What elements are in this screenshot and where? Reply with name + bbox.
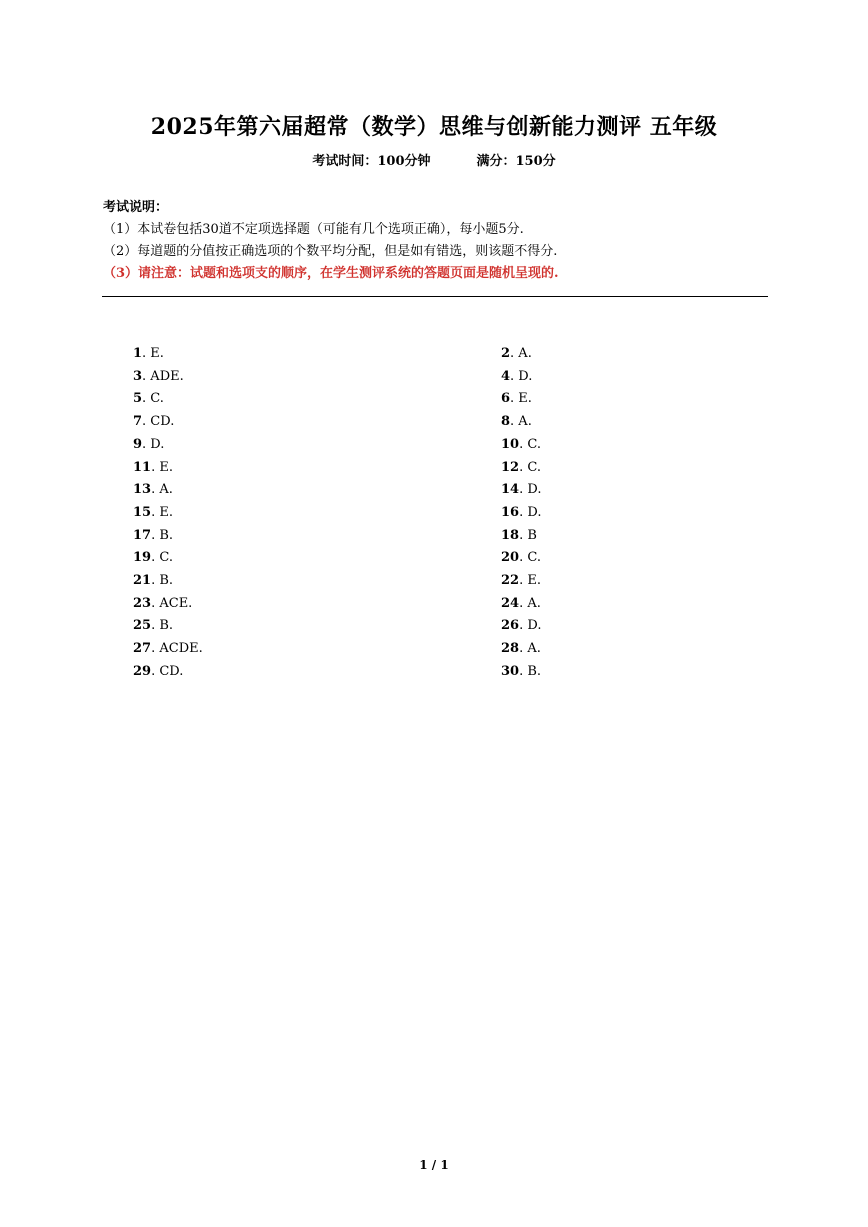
answer-item bbox=[133, 525, 173, 547]
answer-item bbox=[501, 547, 541, 569]
question-number: 18 bbox=[501, 527, 520, 543]
answer-choice: . ACE. bbox=[151, 595, 193, 611]
divider bbox=[102, 296, 768, 297]
answer-choice: . C. bbox=[142, 391, 164, 407]
answer-item bbox=[501, 411, 532, 433]
exam-time: 考试时间：100分钟 bbox=[312, 154, 431, 169]
question-number: 4 bbox=[501, 368, 511, 384]
answer-item bbox=[133, 615, 173, 637]
answer-choice: . B. bbox=[151, 527, 174, 543]
question-number: 21 bbox=[133, 573, 152, 588]
question-number: 26 bbox=[501, 618, 520, 634]
instructions-heading: 考试说明： bbox=[103, 200, 169, 215]
answer-item bbox=[501, 638, 541, 660]
page-title: 2025年第六届超常（数学）思维与创新能力测评 五年级 bbox=[150, 114, 718, 140]
answer-item bbox=[133, 411, 174, 433]
question-number: 5 bbox=[133, 391, 143, 407]
answer-item bbox=[133, 593, 192, 615]
answer-item bbox=[133, 366, 184, 388]
question-number: 20 bbox=[501, 550, 520, 566]
answer-item bbox=[501, 593, 541, 615]
question-number: 28 bbox=[501, 641, 520, 657]
page-number: 1 / 1 bbox=[419, 1158, 449, 1172]
question-number: 24 bbox=[501, 595, 520, 611]
question-number: 16 bbox=[501, 504, 520, 520]
answer-choice: . D. bbox=[142, 436, 165, 452]
answer-choice: . ACDE. bbox=[151, 641, 203, 657]
answer-choice: . ADE. bbox=[142, 368, 184, 384]
question-number: 3 bbox=[133, 368, 143, 384]
answer-choice: . CD. bbox=[151, 663, 184, 679]
answer-item bbox=[501, 343, 532, 365]
answer-item bbox=[501, 366, 532, 388]
full-score: 满分：150分 bbox=[476, 154, 556, 169]
answer-item bbox=[501, 388, 532, 410]
question-number: 29 bbox=[133, 663, 152, 679]
question-number: 27 bbox=[133, 641, 152, 657]
exam-meta bbox=[0, 150, 868, 169]
answer-choice: . B bbox=[519, 527, 537, 543]
question-number: 15 bbox=[133, 504, 152, 520]
answer-choice: . E. bbox=[151, 504, 173, 520]
question-number: 10 bbox=[501, 436, 520, 452]
question-number: 9 bbox=[133, 436, 143, 452]
answer-choice: . A. bbox=[510, 414, 532, 430]
instructions bbox=[103, 196, 768, 285]
answer-choice: . B. bbox=[151, 618, 174, 634]
answer-choice: . A. bbox=[151, 482, 173, 498]
question-number: 17 bbox=[133, 527, 152, 543]
question-number: 6 bbox=[501, 391, 511, 407]
answer-item bbox=[133, 388, 164, 410]
question-number: 19 bbox=[133, 550, 152, 566]
answer-choice: . A. bbox=[519, 641, 541, 657]
answer-item bbox=[501, 457, 541, 479]
answer-item bbox=[133, 457, 173, 479]
answer-item bbox=[133, 479, 173, 501]
instruction-item: （1）本试卷包括30道不定项选择题（可能有几个选项正确），每小题5分. bbox=[103, 222, 524, 237]
answer-choice: . C. bbox=[519, 436, 541, 452]
answer-item bbox=[501, 661, 541, 683]
answer-choice: . C. bbox=[151, 550, 173, 566]
instruction-warning: （3）请注意：试题和选项支的顺序，在学生测评系统的答题页面是随机呈现的. bbox=[103, 266, 559, 281]
question-number: 1 bbox=[133, 346, 143, 361]
answer-choice: . A. bbox=[519, 595, 541, 611]
answer-choice: . E. bbox=[519, 573, 541, 588]
question-number: 13 bbox=[133, 482, 152, 498]
question-number: 7 bbox=[133, 414, 143, 430]
question-number: 2 bbox=[501, 346, 511, 361]
answer-item bbox=[501, 570, 541, 592]
answer-item bbox=[501, 502, 541, 524]
answer-item bbox=[501, 434, 541, 456]
instruction-item: （2）每道题的分值按正确选项的个数平均分配，但是如有错选，则该题不得分. bbox=[103, 244, 558, 259]
answer-choice: . D. bbox=[519, 618, 542, 634]
question-number: 25 bbox=[133, 618, 152, 634]
answer-choice: . D. bbox=[519, 482, 542, 498]
answer-choice: . C. bbox=[519, 459, 541, 475]
question-number: 14 bbox=[501, 482, 520, 498]
answer-choice: . E. bbox=[510, 391, 532, 407]
answer-item bbox=[133, 570, 173, 592]
question-number: 8 bbox=[501, 414, 511, 430]
answer-choice: . D. bbox=[519, 504, 542, 520]
answer-choice: . A. bbox=[510, 346, 532, 361]
answer-choice: . B. bbox=[519, 663, 542, 679]
answer-item bbox=[501, 615, 541, 637]
answer-choice: . CD. bbox=[142, 414, 175, 430]
answer-item bbox=[133, 547, 173, 569]
answer-choice: . B. bbox=[151, 573, 174, 588]
answer-item bbox=[133, 502, 173, 524]
question-number: 12 bbox=[501, 459, 520, 475]
question-number: 30 bbox=[501, 663, 520, 679]
answer-item bbox=[501, 525, 537, 547]
question-number: 22 bbox=[501, 573, 520, 588]
answer-choice: . C. bbox=[519, 550, 541, 566]
answer-item bbox=[501, 479, 541, 501]
answer-item bbox=[133, 434, 164, 456]
question-number: 23 bbox=[133, 595, 152, 611]
answer-item bbox=[133, 661, 183, 683]
answer-choice: . E. bbox=[142, 346, 164, 361]
answer-item bbox=[133, 638, 203, 660]
answer-choice: . D. bbox=[510, 368, 533, 384]
answer-item bbox=[133, 343, 164, 365]
answer-choice: . E. bbox=[151, 459, 173, 475]
question-number: 11 bbox=[133, 459, 152, 475]
